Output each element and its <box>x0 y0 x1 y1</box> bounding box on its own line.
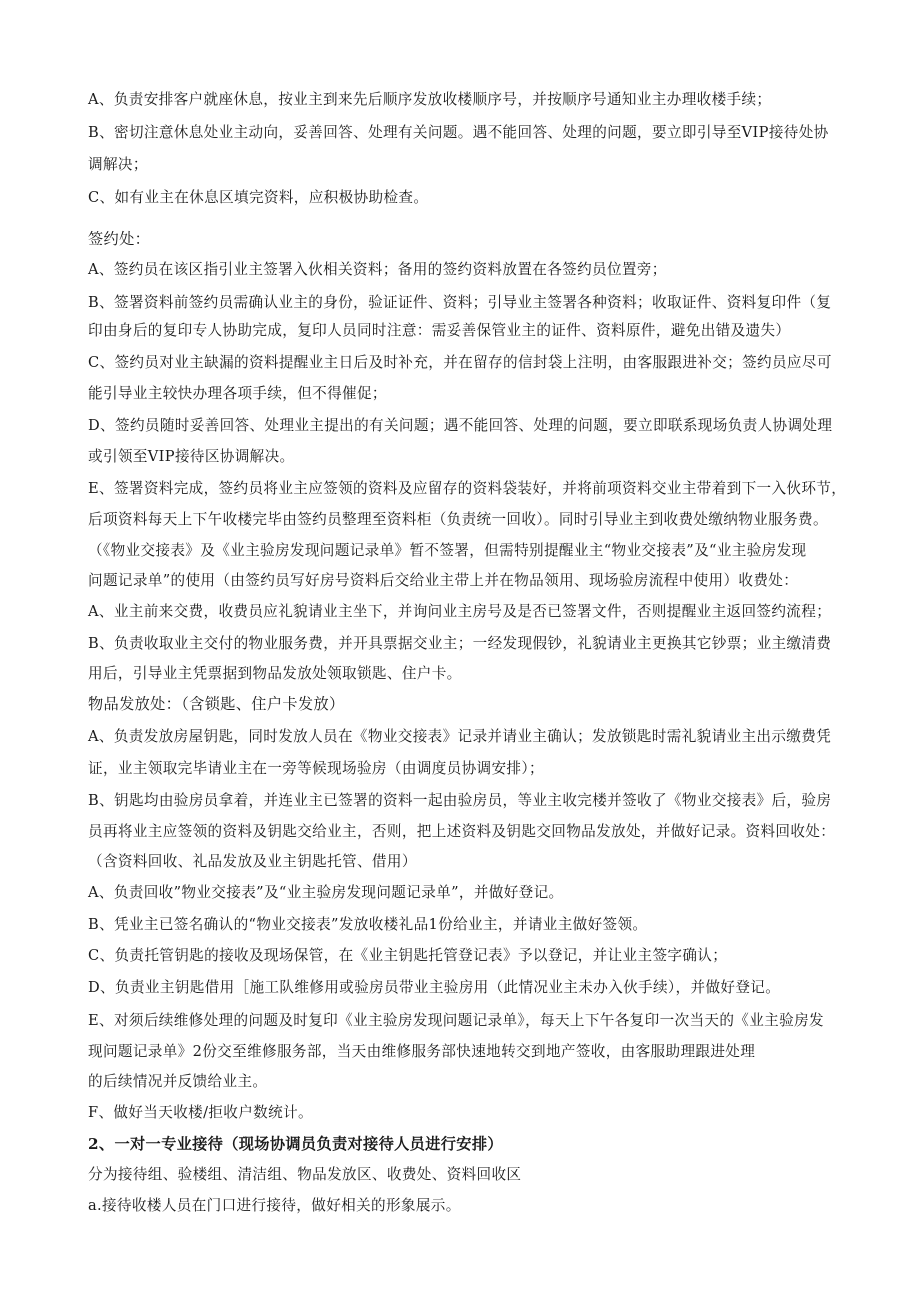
text-line: 调解决； <box>88 156 148 173</box>
text-line: A、业主前来交费，收费员应礼貌请业主坐下，并询问业主房号及是否已签署文件，否则提醒业主返回签约流程； <box>88 603 832 620</box>
text-line: B、负责收取业主交付的物业服务费，并开具票据交业主；一经发现假钞，礼貌请业主更换其它钞票；业主缴清费 <box>88 635 832 652</box>
text-line: 或引领至VIP接待区协调解决。 <box>88 448 295 465</box>
text-line: A、负责发放房屋钥匙，同时发放人员在《物业交接表》记录并请业主确认；发放锁匙时需礼貌请业主出示缴费凭 <box>88 728 832 745</box>
text-line: D、签约员随时妥善回答、处理业主提出的有关问题；遇不能回答、处理的问题，要立即联系现场负责人协调处理 <box>88 417 833 434</box>
text-line: E、对须后续维修处理的问题及时复印《业主验房发现问题记录单》，每天上下午各复印一次当天的《业主验房发 <box>88 1012 824 1029</box>
text-line: A、签约员在该区指引业主签署入伙相关资料；备用的签约资料放置在各签约员位置旁； <box>88 261 667 278</box>
text-line: 分为接待组、验楼组、清洁组、物品发放区、收费处、资料回收区 <box>88 1166 522 1183</box>
text-line: 证，业主领取完毕请业主在一旁等候现场验房（由调度员协调安排）； <box>88 760 544 777</box>
text-line: B、凭业主已签名确认的“物业交接表”发放收楼礼品1份给业主，并请业主做好签领。 <box>88 916 648 933</box>
text-line: A、负责安排客户就座休息，按业主到来先后顺序发放收楼顺序号，并按顺序号通知业主办理收楼手续； <box>88 91 772 108</box>
text-line: （《物业交接表》及《业主验房发现问题记录单》暂不签署，但需特别提醒业主“物业交接表”及“业主验房发现 <box>88 542 807 559</box>
text-line: E、签署资料完成，签约员将业主应签领的资料及应留存的资料袋装好，并将前项资料交业主带着到下一入伙环节， <box>88 480 847 497</box>
text-line: B、钥匙均由验房员拿着，并连业主已签署的资料一起由验房员，等业主收完楼并签收了《物业交接表》后，验房 <box>88 792 832 809</box>
text-line: C、负责托管钥匙的接收及现场保管，在《业主钥匙托管登记表》予以登记，并让业主签字确认； <box>88 947 728 964</box>
text-line: B、密切注意休息处业主动向，妥善回答、处理有关问题。遇不能回答、处理的问题，要立即引导至VIP接待处协 <box>88 124 829 141</box>
section-heading-one-to-one: 2、一对一专业接待（现场协调员负责对接待人员进行安排） <box>88 1135 503 1153</box>
text-line: 员再将业主应签领的资料及钥匙交给业主，否则，把上述资料及钥匙交回物品发放处，并做好记录。资料回收处： <box>88 823 836 840</box>
text-line: D、负责业主钥匙借用［施工队维修用或验房员带业主验房用（此情况业主未办入伙手续），并做好登记。 <box>88 979 781 996</box>
section-heading-signing: 签约处： <box>88 230 151 248</box>
text-line: 印由身后的复印专人协助完成，复印人员同时注意：需妥善保管业主的证件、资料原件，避免出错及遗失） <box>88 322 791 339</box>
text-line: 的后续情况并反馈给业主。 <box>88 1073 268 1090</box>
text-line: 问题记录单”的使用（由签约员写好房号资料后交给业主带上并在物品领用、现场验房流程中使用）收费处： <box>88 572 799 589</box>
text-line: A、负责回收”物业交接表”及“业主验房发现问题记录单”，并做好登记。 <box>88 884 564 901</box>
text-line: 用后，引导业主凭票据到物品发放处领取锁匙、住户卡。 <box>88 665 462 682</box>
text-line: C、签约员对业主缺漏的资料提醒业主日后及时补充，并在留存的信封袋上注明，由客服跟进补交；签约员应尽可 <box>88 354 832 371</box>
text-line: B、签署资料前签约员需确认业主的身份，验证证件、资料；引导业主签署各种资料；收取证件、资料复印件（复 <box>88 294 832 311</box>
text-line: C、如有业主在休息区填完资料，应积极协助检查。 <box>88 189 429 206</box>
section-heading-item-distribution: 物品发放处：（含锁匙、住户卡发放） <box>88 695 345 713</box>
text-line: 后项资料每天上下午收楼完毕由签约员整理至资料柜（负责统一回收）。同时引导业主到收费处缴纳物业服务费。 <box>88 511 828 528</box>
text-line: 能引导业主较快办理各项手续，但不得催促； <box>88 385 387 402</box>
text-line: a.接待收楼人员在门口进行接待，做好相关的形象展示。 <box>88 1197 461 1214</box>
text-line: F、做好当天收楼/拒收户数统计。 <box>88 1104 313 1121</box>
text-line: 现问题记录单》2份交至维修服务部，当天由维修服务部快速地转交到地产签收，由客服助理跟进处理 <box>88 1043 756 1060</box>
text-line: （含资料回收、礼品发放及业主钥匙托管、借用） <box>88 853 417 870</box>
